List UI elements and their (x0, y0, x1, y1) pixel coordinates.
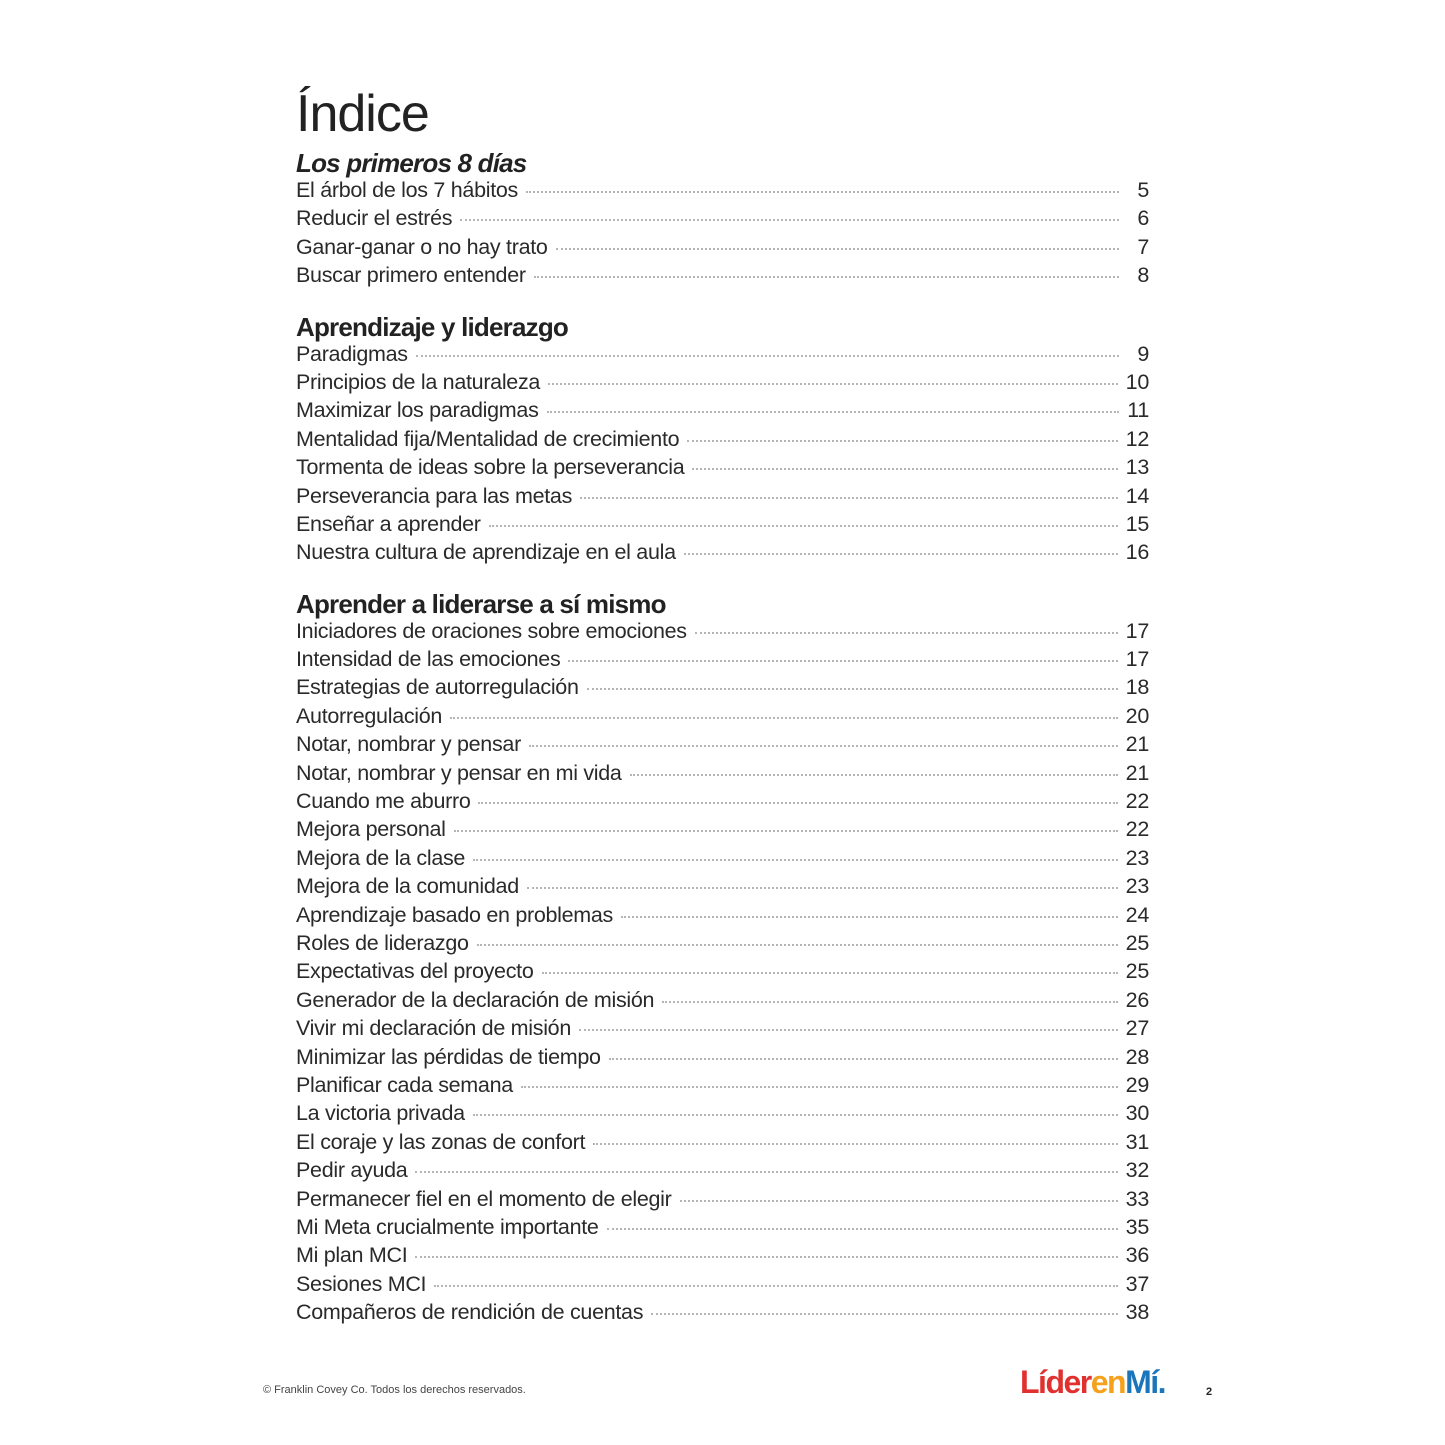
toc-entry-page: 37 (1125, 1271, 1149, 1296)
toc-entry-label: Minimizar las pérdidas de tiempo (296, 1044, 601, 1069)
toc-entry-label: Perseverancia para las metas (296, 483, 573, 508)
toc-entry (296, 704, 1149, 732)
toc-entry-label: Expectativas del proyecto (296, 959, 534, 984)
toc-entry (296, 370, 1149, 398)
dot-leader (692, 468, 1117, 470)
toc-entry-label: Cuando me aburro (296, 789, 471, 814)
toc-entry (296, 1300, 1149, 1328)
dot-leader (593, 1143, 1118, 1145)
toc-entry (296, 540, 1149, 568)
page-number: 2 (1206, 1386, 1213, 1398)
toc-entry-label: Mi plan MCI (296, 1243, 408, 1268)
toc-entry (296, 1101, 1149, 1129)
toc-entry (296, 846, 1149, 874)
toc-entry-label: Intensidad de las emociones (296, 647, 561, 672)
toc-entry-label: Planificar cada semana (296, 1072, 513, 1097)
logo-part-en: en (1090, 1364, 1126, 1400)
dot-leader (454, 830, 1118, 832)
dot-leader (450, 717, 1118, 719)
dot-leader (607, 1228, 1118, 1230)
toc-entry (296, 1158, 1149, 1186)
dot-leader (460, 219, 1119, 221)
toc-entry-label: Principios de la naturaleza (296, 369, 541, 394)
toc-entry-page: 28 (1125, 1044, 1149, 1069)
toc-entry-page: 7 (1137, 234, 1149, 259)
toc-entry-label: Aprendizaje basado en problemas (296, 902, 614, 927)
dot-leader (687, 440, 1117, 442)
dot-leader (580, 497, 1118, 499)
section-heading: Los primeros 8 días (296, 148, 527, 178)
lider-en-mi-logo (1020, 1364, 1165, 1401)
toc-entry (296, 484, 1149, 512)
page-title: Índice (296, 85, 429, 143)
dot-leader (651, 1313, 1118, 1315)
toc-entry (296, 817, 1149, 845)
toc-entry-page: 21 (1125, 732, 1149, 757)
toc-list (296, 178, 1149, 292)
toc-section (296, 148, 1149, 292)
toc-entry-page: 12 (1125, 426, 1149, 451)
toc-entry-label: Estrategias de autorregulación (296, 675, 579, 700)
toc-entry (296, 178, 1149, 206)
dot-leader (416, 355, 1119, 357)
toc-entry-page: 5 (1137, 178, 1149, 202)
dot-leader (680, 1200, 1118, 1202)
dot-leader (695, 632, 1118, 634)
toc-entry-page: 6 (1137, 206, 1149, 231)
toc-entry (296, 761, 1149, 789)
dot-leader (415, 1256, 1117, 1258)
toc-entry-label: Paradigmas (296, 341, 408, 366)
toc-entry-page: 10 (1125, 369, 1149, 394)
toc-list (296, 619, 1149, 1329)
dot-leader (473, 1114, 1118, 1116)
section-heading: Aprendizaje y liderazgo (296, 311, 569, 342)
toc-entry-page: 17 (1125, 647, 1149, 672)
toc-entry-label: Mejora de la clase (296, 845, 466, 870)
toc-section (296, 312, 1149, 569)
toc-entry-label: El árbol de los 7 hábitos (296, 178, 518, 202)
toc-entry (296, 235, 1149, 263)
toc-entry-label: Notar, nombrar y pensar en mi vida (296, 760, 622, 785)
toc-section (296, 589, 1149, 1329)
toc-entry-page: 25 (1125, 959, 1149, 984)
toc-entry (296, 1016, 1149, 1044)
toc-entry-page: 9 (1137, 341, 1149, 366)
dot-leader (473, 859, 1118, 861)
toc-entry (296, 874, 1149, 902)
toc-entry-page: 13 (1125, 455, 1149, 480)
toc-entry-page: 35 (1125, 1214, 1149, 1239)
logo-part-lider: Líder (1020, 1364, 1091, 1400)
toc-entry-page: 27 (1125, 1016, 1149, 1041)
toc-entry-label: Mejora de la comunidad (296, 874, 519, 899)
toc-entry (296, 675, 1149, 703)
toc-entry-label: Nuestra cultura de aprendizaje en el aula (296, 540, 676, 565)
toc-entry (296, 903, 1149, 931)
toc-entry (296, 1073, 1149, 1101)
toc-list (296, 342, 1149, 569)
toc-entry-page: 15 (1125, 511, 1149, 536)
toc-entry-page: 25 (1125, 930, 1149, 955)
toc-entry-page: 33 (1125, 1186, 1149, 1211)
toc-entry-page: 30 (1125, 1101, 1149, 1126)
dot-leader (621, 916, 1118, 918)
toc-entry-page: 26 (1125, 987, 1149, 1012)
toc-entry-label: Tormenta de ideas sobre la perseverancia (296, 455, 685, 480)
toc-entry-page: 22 (1125, 817, 1149, 842)
toc-entry (296, 1272, 1149, 1300)
toc-entry (296, 398, 1149, 426)
dot-leader (542, 972, 1118, 974)
dot-leader (587, 688, 1118, 690)
toc-entry-label: Generador de la declaración de misión (296, 987, 655, 1012)
toc-entry-label: Compañeros de rendición de cuentas (296, 1300, 644, 1325)
logo-part-mi: Mí. (1125, 1364, 1166, 1400)
toc-entry-page: 11 (1127, 398, 1149, 423)
toc-entry (296, 732, 1149, 760)
toc-entry-label: Vivir mi declaración de misión (296, 1016, 571, 1041)
toc-entry-page: 22 (1125, 789, 1149, 814)
dot-leader (534, 276, 1119, 278)
toc-entry-label: Sesiones MCI (296, 1271, 427, 1296)
toc-entry (296, 512, 1149, 540)
toc-entry-page: 8 (1137, 263, 1149, 288)
dot-leader (415, 1171, 1117, 1173)
toc-entry (296, 263, 1149, 291)
toc-entry (296, 342, 1149, 370)
toc-entry-page: 23 (1125, 845, 1149, 870)
dot-leader (568, 660, 1117, 662)
copyright-notice: © Franklin Covey Co. Todos los derechos reservados. (263, 1384, 526, 1396)
toc-entry (296, 789, 1149, 817)
dot-leader (684, 553, 1118, 555)
dot-leader (526, 191, 1119, 193)
dot-leader (556, 248, 1119, 250)
dot-leader (521, 1086, 1118, 1088)
toc-entry-label: Maximizar los paradigmas (296, 398, 539, 423)
toc-entry-page: 14 (1125, 483, 1149, 508)
toc-entry-label: Roles de liderazgo (296, 930, 469, 955)
toc-entry-page: 31 (1125, 1129, 1149, 1154)
toc-entry-label: El coraje y las zonas de confort (296, 1129, 586, 1154)
dot-leader (434, 1285, 1117, 1287)
dot-leader (609, 1058, 1118, 1060)
toc-entry (296, 1215, 1149, 1243)
toc-entry-label: Mejora personal (296, 817, 446, 842)
toc-entry (296, 619, 1149, 647)
toc-entry-page: 29 (1125, 1072, 1149, 1097)
dot-leader (579, 1029, 1118, 1031)
toc-entry-label: La victoria privada (296, 1101, 465, 1126)
toc-entry-label: Pedir ayuda (296, 1158, 408, 1183)
toc-entry-page: 38 (1125, 1300, 1149, 1325)
dot-leader (527, 887, 1118, 889)
toc-entry-label: Permanecer fiel en el momento de elegir (296, 1186, 672, 1211)
toc-entry-label: Reducir el estrés (296, 206, 453, 231)
toc-entry-label: Enseñar a aprender (296, 511, 481, 536)
toc-entry (296, 455, 1149, 483)
toc-entry-page: 21 (1125, 760, 1149, 785)
toc-entry (296, 959, 1149, 987)
dot-leader (478, 802, 1117, 804)
dot-leader (477, 944, 1118, 946)
toc-entry-label: Ganar-ganar o no hay trato (296, 234, 548, 259)
toc-entry (296, 647, 1149, 675)
toc-entry (296, 1187, 1149, 1215)
toc-entry-page: 20 (1125, 703, 1149, 728)
toc-entry (296, 427, 1149, 455)
toc-entry-label: Iniciadores de oraciones sobre emociones (296, 618, 687, 643)
dot-leader (630, 774, 1118, 776)
toc-entry (296, 1243, 1149, 1271)
toc-entry-page: 32 (1125, 1158, 1149, 1183)
dot-leader (529, 745, 1118, 747)
toc-entry-label: Mentalidad fija/Mentalidad de crecimiento (296, 426, 680, 451)
toc-entry-page: 17 (1125, 618, 1149, 643)
toc-entry (296, 1045, 1149, 1073)
dot-leader (662, 1001, 1117, 1003)
toc-entry-page: 18 (1125, 675, 1149, 700)
toc-entry-page: 23 (1125, 874, 1149, 899)
dot-leader (547, 411, 1119, 413)
toc-entry-label: Autorregulación (296, 703, 443, 728)
toc-entry (296, 1130, 1149, 1158)
dot-leader (548, 383, 1118, 385)
toc-entry-page: 16 (1125, 540, 1149, 565)
toc-entry-page: 36 (1125, 1243, 1149, 1268)
toc-entry (296, 206, 1149, 234)
toc-entry-label: Buscar primero entender (296, 263, 526, 288)
table-of-contents (296, 80, 1149, 1348)
toc-entry (296, 931, 1149, 959)
toc-entry-label: Notar, nombrar y pensar (296, 732, 521, 757)
section-heading: Aprender a liderarse a sí mismo (296, 588, 666, 619)
toc-entry-page: 24 (1125, 902, 1149, 927)
toc-entry (296, 988, 1149, 1016)
dot-leader (489, 525, 1118, 527)
toc-entry-label: Mi Meta crucialmente importante (296, 1214, 599, 1239)
